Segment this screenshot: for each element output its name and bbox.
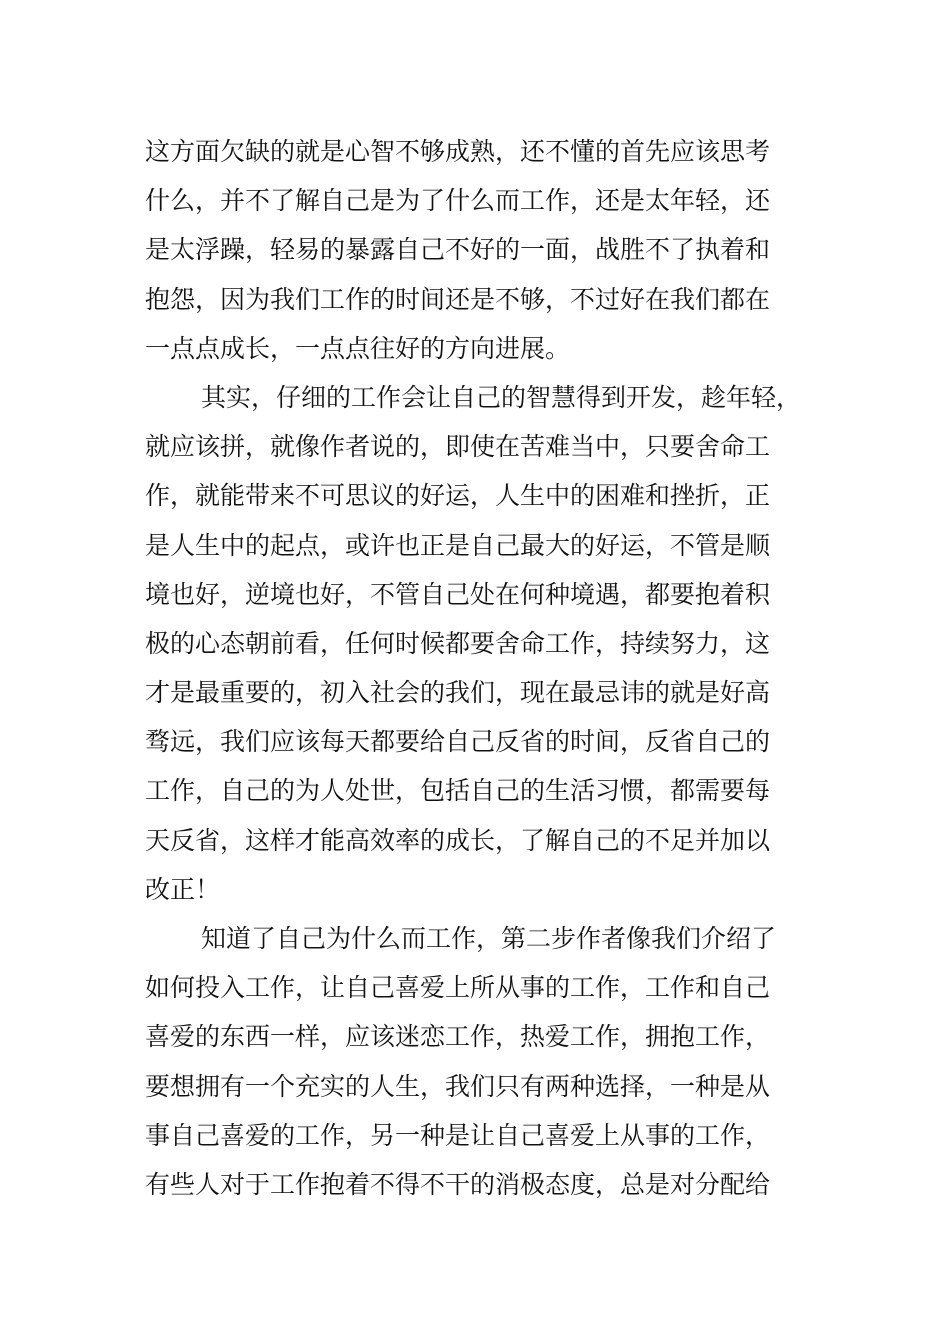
text-line: 抱怨，因为我们工作的时间还是不够，不过好在我们都在	[145, 284, 771, 314]
text-line: 极的心态朝前看，任何时候都要舍命工作，持续努力，这	[145, 628, 771, 658]
text-line: 境也好，逆境也好，不管自己处在何种境遇，都要抱着积	[145, 579, 771, 609]
text-line: 事自己喜爱的工作，另一种是让自己喜爱上从事的工作，	[145, 1120, 771, 1150]
text-line: 是人生中的起点，或许也正是自己最大的好运，不管是顺	[145, 530, 771, 560]
text-line: 是太浮躁，轻易的暴露自己不好的一面，战胜不了执着和	[145, 235, 771, 265]
text-line: 一点点成长，一点点往好的方向进展。	[145, 333, 571, 363]
paragraph-first-line: 其实，仔细的工作会让自己的智慧得到开发，趁年轻，	[201, 382, 802, 412]
text-line: 喜爱的东西一样，应该迷恋工作，热爱工作，拥抱工作，	[145, 1022, 771, 1052]
text-line: 要想拥有一个充实的人生，我们只有两种选择，一种是从	[145, 1071, 771, 1101]
text-line: 才是最重要的，初入社会的我们，现在最忌讳的就是好高	[145, 678, 771, 708]
body-text	[145, 127, 815, 1209]
text-line: 工作，自己的为人处世，包括自己的生活习惯，都需要每	[145, 776, 771, 806]
text-line: 作，就能带来不可思议的好运，人生中的困难和挫折，正	[145, 481, 771, 511]
text-line: 骛远，我们应该每天都要给自己反省的时间，反省自己的	[145, 727, 771, 757]
paragraph-first-line: 知道了自己为什么而工作，第二步作者像我们介绍了	[201, 924, 777, 953]
text-line: 就应该拼，就像作者说的，即使在苦难当中，只要舍命工	[145, 432, 771, 462]
text-line: 天反省，这样才能高效率的成长，了解自己的不足并加以	[145, 825, 771, 855]
text-line: 有些人对于工作抱着不得不干的消极态度，总是对分配给	[145, 1169, 771, 1199]
text-line: 如何投入工作，让自己喜爱上所从事的工作，工作和自己	[145, 973, 771, 1003]
text-line: 改正！	[145, 874, 221, 904]
text-line: 这方面欠缺的就是心智不够成熟，还不懂的首先应该思考	[145, 137, 771, 166]
text-line: 什么，并不了解自己是为了什么而工作，还是太年轻，还	[145, 186, 771, 216]
